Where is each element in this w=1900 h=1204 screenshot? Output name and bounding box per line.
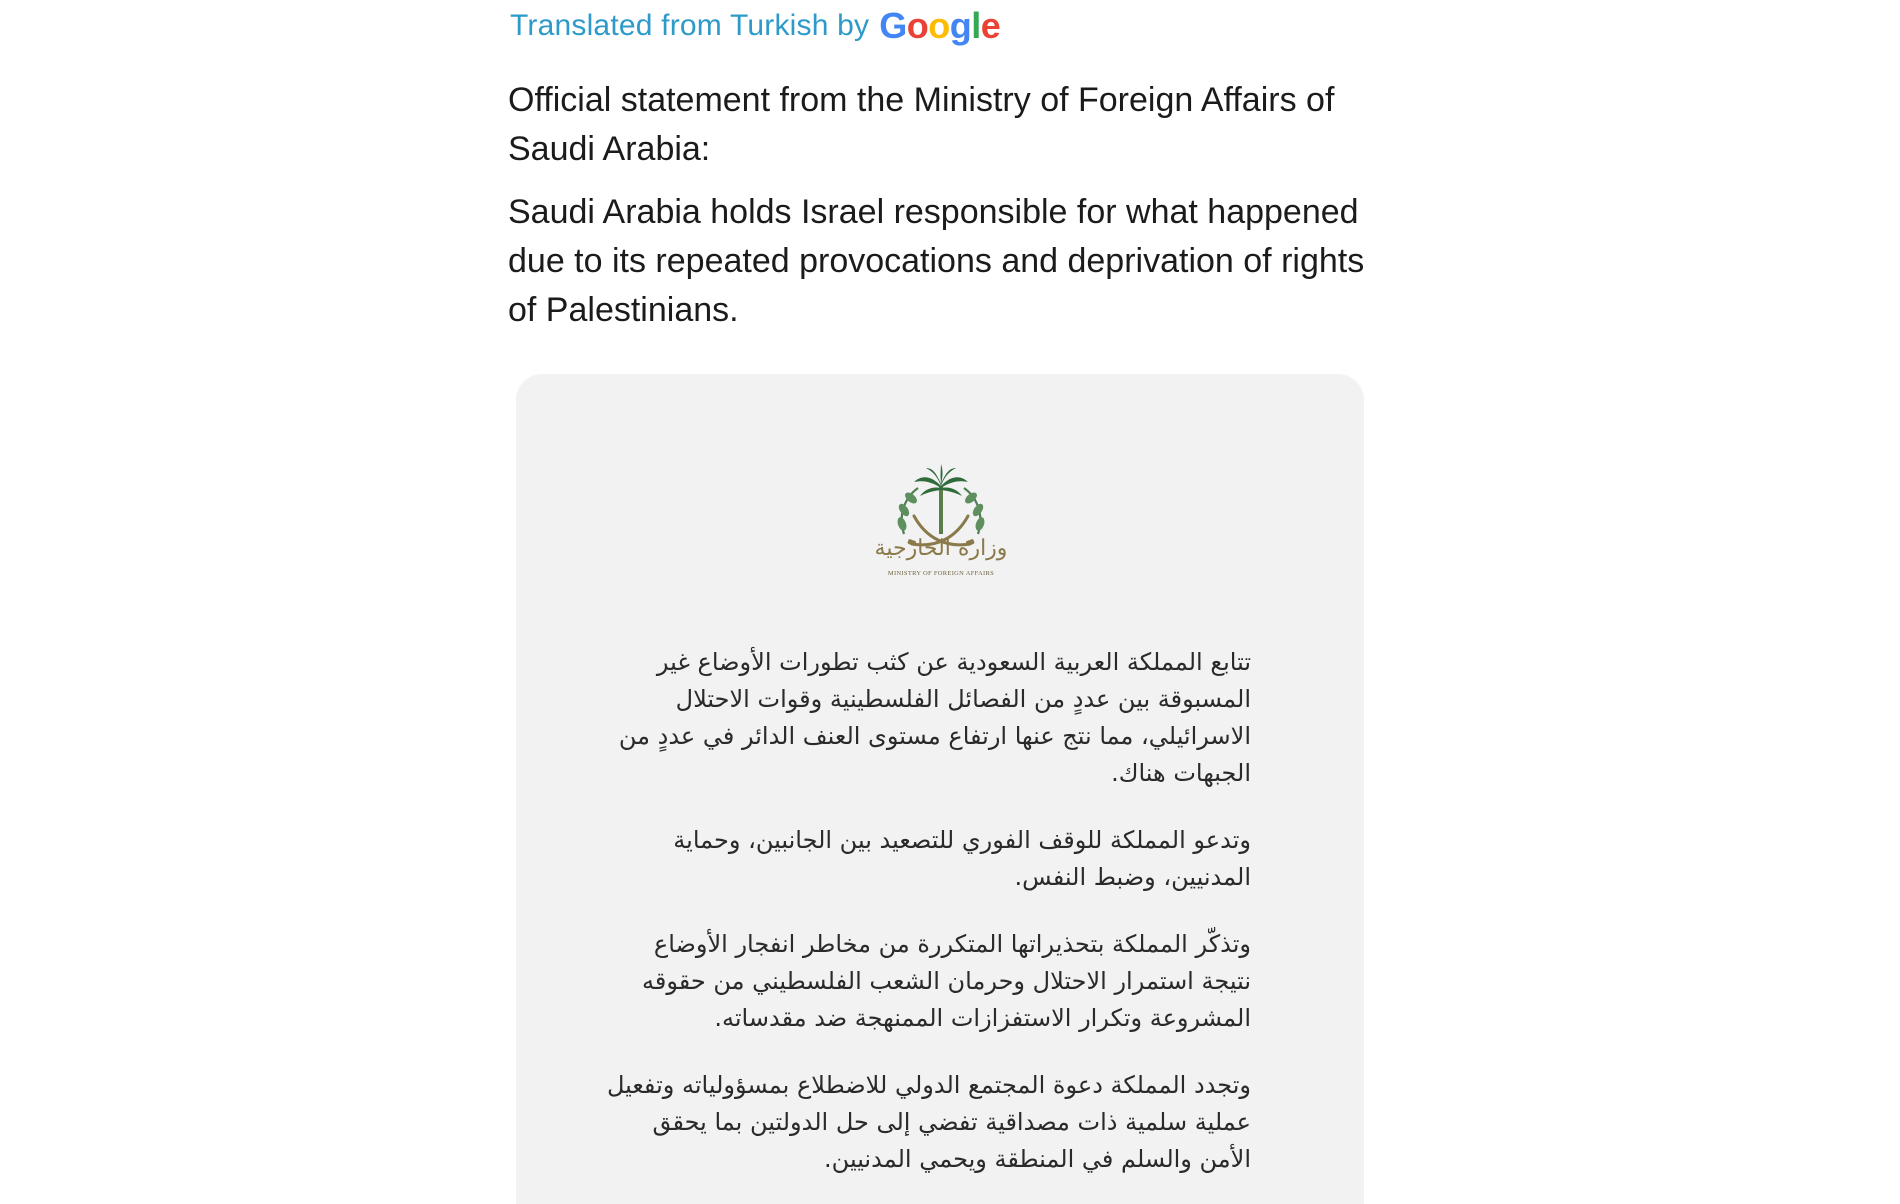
statement-paragraph: وتذكّر المملكة بتحذيراتها المتكررة من مخاطر انفجار الأوضاع نتيجة استمرار الاحتلال وحرمان الشعب الفلسطيني من حقوقه المشروعة وتكرار الاستفزازات الممنهجة ضد مقدساته. bbox=[642, 930, 1251, 1032]
translation-note[interactable] bbox=[510, 4, 1000, 48]
ministry-arabic-name: وزارة الخارجية bbox=[874, 536, 1008, 561]
google-logo bbox=[879, 5, 1001, 46]
google-logo-letter: e bbox=[980, 5, 1001, 46]
statement-paragraph: تتابع المملكة العربية السعودية عن كثب تطورات الأوضاع غير المسبوقة بين عددٍ من الفصائل الفلسطينية وقوات الاحتلال الاسرائيلي، مما نتج عنها ارتفاع مستوى العنف الدائر في عددٍ من الجبهات هناك. bbox=[618, 648, 1251, 787]
tweet-paragraph: Official statement from the Ministry of Foreign Affairs of Saudi Arabia: bbox=[508, 81, 1335, 168]
statement-paragraph: وتدعو المملكة للوقف الفوري للتصعيد بين الجانبين، وحماية المدنيين، وضبط النفس. bbox=[673, 826, 1251, 891]
tweet-text bbox=[508, 76, 1388, 349]
google-logo-letter: o bbox=[906, 5, 929, 46]
attached-statement-image[interactable] bbox=[516, 374, 1364, 1204]
tweet-paragraph: Saudi Arabia holds Israel responsible for what happened due to its repeated provocations and deprivation of rights of Palestinians. bbox=[508, 193, 1365, 329]
google-logo-letter: g bbox=[949, 5, 972, 46]
tweet-post bbox=[508, 0, 1388, 1200]
google-logo-letter: o bbox=[928, 5, 950, 46]
translation-note-label: Translated from Turkish by bbox=[510, 9, 870, 42]
google-logo-letter: G bbox=[879, 5, 907, 46]
statement-paragraph: وتجدد المملكة دعوة المجتمع الدولي للاضطلاع بمسؤولياته وتفعيل عملية سلمية ذات مصداقية تفضي إلى حل الدولتين بما يحقق الأمن والسلم في المنطقة ويحمي المدنيين. bbox=[606, 1071, 1251, 1173]
ministry-english-name: MINISTRY OF FOREIGN AFFAIRS bbox=[887, 570, 995, 577]
google-logo-letter: l bbox=[971, 5, 981, 46]
palm-and-swords-emblem-icon bbox=[886, 464, 996, 584]
statement-body bbox=[606, 644, 1251, 1204]
